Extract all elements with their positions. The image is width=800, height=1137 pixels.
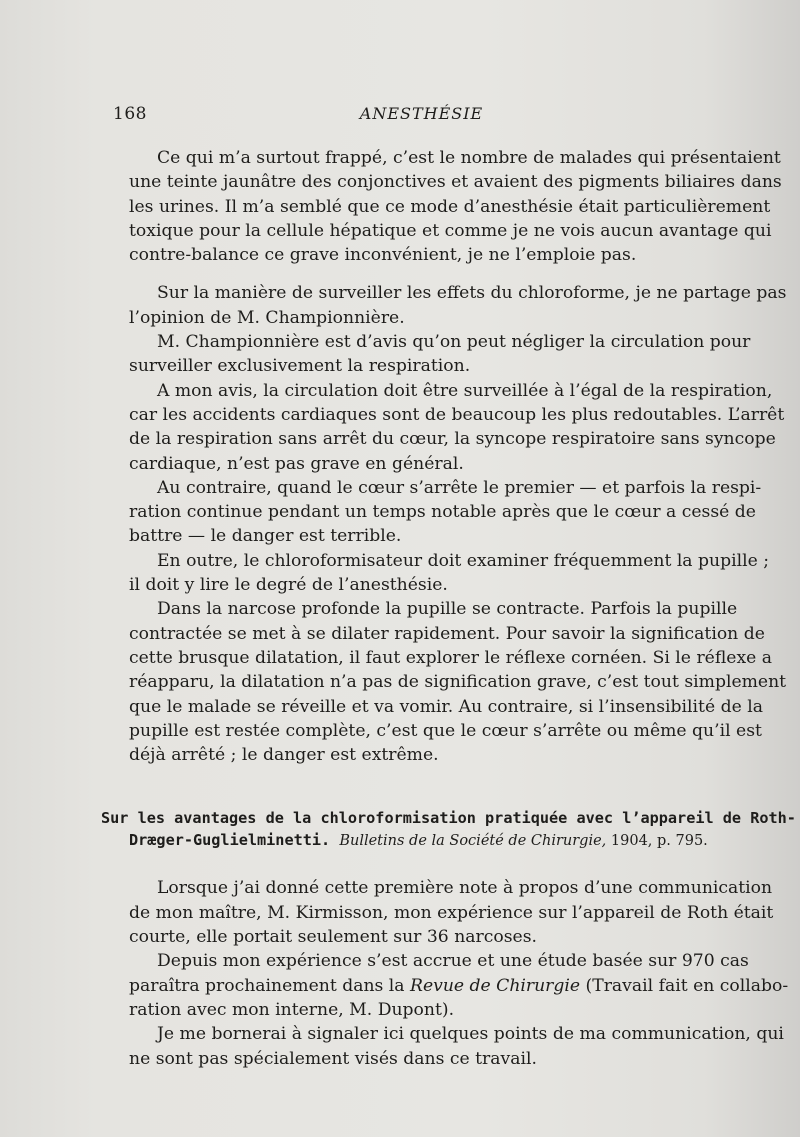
paragraph: [101, 146, 782, 267]
text-line: Depuis mon expérience s’est accrue et une étude basée sur 970 cas: [157, 951, 749, 972]
page-body: [101, 146, 796, 1071]
page-header: [113, 104, 730, 128]
citation: [339, 833, 707, 849]
text-line: contractée se met à se dilater rapidement. Pour savoir la signification de: [129, 623, 765, 644]
paragraph: [101, 876, 774, 949]
text-line: [101, 974, 789, 998]
running-title: ANESTHÉSIE: [359, 104, 484, 123]
text-run: paraîtra prochainement dans la: [129, 975, 411, 996]
text-line: cette brusque dilatation, il faut explorer le réflexe cornéen. Si le réflexe a: [129, 647, 773, 668]
section-heading: [101, 807, 796, 852]
text-line: Ce qui m’a surtout frappé, c’est le nombre de malades qui présentaient: [157, 148, 781, 168]
text-run: (Travail fait en collabo-: [580, 975, 789, 996]
text-line: une teinte jaunâtre des conjonctives et avaient des pigments biliaires dans: [129, 172, 782, 193]
paragraph: [101, 330, 751, 379]
text-line: A mon avis, la circulation doit être surveillée à l’égal de la respiration,: [157, 380, 773, 401]
section-heading-line: Sur les avantages de la chloroformisation pratiquée avec l’appareil de Roth-: [101, 809, 796, 828]
text-line: Je me bornerai à signaler ici quelques points de ma communication, qui: [157, 1024, 784, 1045]
text-line: En outre, le chloroformisateur doit examiner fréquemment la pupille ;: [157, 550, 770, 571]
text-line: Lorsque j’ai donné cette première note à propos d’une communication: [157, 878, 773, 899]
text-line: l’opinion de M. Championnière.: [129, 307, 405, 328]
journal-title: Revue de Chirurgie: [410, 975, 581, 996]
text-line: ne sont pas spécialement visés dans ce travail.: [129, 1048, 537, 1069]
text-line: pupille est restée complète, c’est que le cœur s’arrête ou même qu’il est: [129, 720, 762, 741]
paragraph: [101, 281, 787, 330]
paragraph: [101, 949, 789, 1022]
text-line: les urines. Il m’a semblé que ce mode d’anesthésie était particulièrement: [129, 196, 771, 217]
text-line: de mon maître, M. Kirmisson, mon expérience sur l’appareil de Roth était: [129, 902, 774, 923]
text-line: il doit y lire le degré de l’anesthésie.: [129, 575, 448, 596]
text-line: contre-balance ce grave inconvénient, je ne l’emploie pas.: [129, 245, 637, 266]
text-line: battre — le danger est terrible.: [129, 526, 402, 547]
text-line: Sur la manière de surveiller les effets du chloroforme, je ne partage pas: [157, 283, 787, 304]
text-line: car les accidents cardiaques sont de beaucoup les plus redoutables. L’arrêt: [129, 404, 785, 425]
paragraph: [101, 597, 787, 767]
citation-details: 1904, p. 795.: [606, 833, 708, 850]
section-heading-line: [101, 829, 729, 852]
text-line: Au contraire, quand le cœur s’arrête le premier — et parfois la respi-: [157, 477, 762, 498]
text-line: courte, elle portait seulement sur 36 narcoses.: [129, 927, 537, 948]
text-line: que le malade se réveille et va vomir. Au contraire, si l’insensibilité de la: [129, 696, 763, 717]
text-line: déjà arrêté ; le danger est extrême.: [129, 745, 439, 766]
section-heading-end: Dræger-Guglielminetti.: [129, 831, 331, 850]
page-number: 168: [113, 104, 147, 124]
text-line: Dans la narcose profonde la pupille se contracte. Parfois la pupille: [157, 599, 738, 620]
text-line: M. Championnière est d’avis qu’on peut négliger la circulation pour: [157, 332, 751, 353]
text-line: surveiller exclusivement la respiration.: [129, 356, 471, 377]
text-line: ration continue pendant un temps notable après que le cœur a cessé de: [129, 502, 756, 523]
paragraph: [101, 1022, 784, 1071]
text-line: ration avec mon interne, M. Dupont).: [129, 999, 455, 1020]
text-line: toxique pour la cellule hépatique et comme je ne vois aucun avantage qui: [129, 220, 772, 241]
citation-journal: Bulletins de la Société de Chirurgie,: [339, 833, 607, 850]
paragraph: [101, 476, 762, 549]
text-line: de la respiration sans arrêt du cœur, la syncope respiratoire sans syncope: [129, 429, 776, 450]
paragraph: [101, 549, 770, 598]
text-line: réapparu, la dilatation n’a pas de signification grave, c’est tout simplement: [129, 672, 787, 693]
paragraph: [101, 379, 785, 476]
text-line: cardiaque, n’est pas grave en général.: [129, 453, 464, 474]
